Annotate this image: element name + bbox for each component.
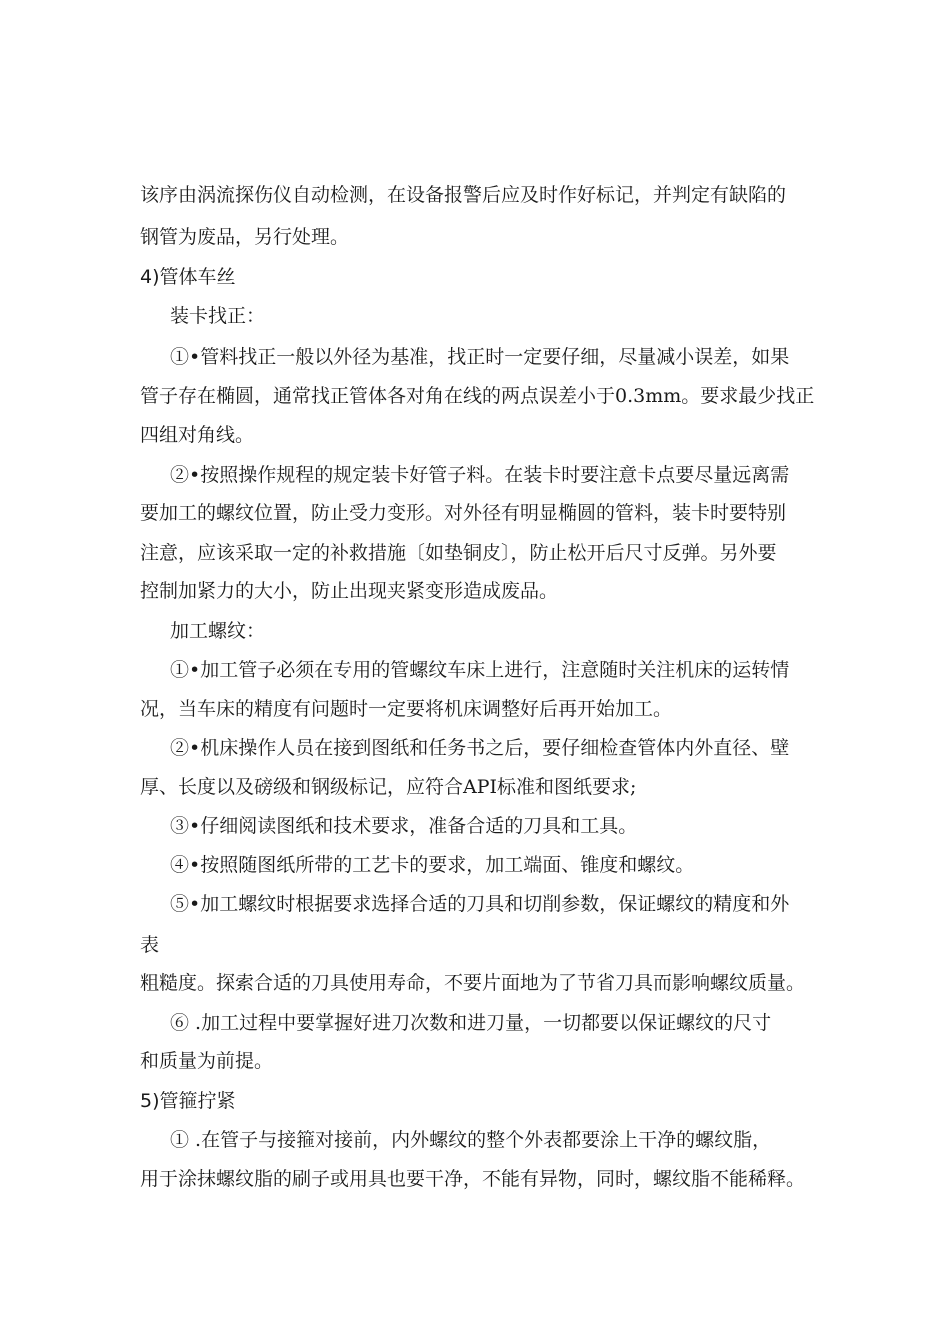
paragraph-line: 表 — [140, 934, 160, 956]
paragraph-line: 该序由涡流探伤仪自动检测，在设备报警后应及时作好标记，并判定有缺陷的 — [140, 184, 787, 206]
paragraph-line: 要加工的螺纹位置，防止受力变形。对外径有明显椭圆的管料，装卡时要特别 — [140, 502, 787, 524]
paragraph-line: 注意，应该采取一定的补救措施〔如垫铜皮〕，防止松开后尺寸反弹。另外要 — [140, 542, 777, 564]
subheading: 加工螺纹： — [170, 620, 266, 642]
paragraph-line: 四组对角线。 — [140, 424, 255, 446]
paragraph-line: 管子存在椭圆，通常找正管体各对角在线的两点误差小于0.3mm。要求最少找正 — [140, 385, 815, 407]
subheading: 装卡找正： — [170, 305, 266, 327]
paragraph-line: 粗糙度。探索合适的刀具使用寿命，不要片面地为了节省刀具而影响螺纹质量。 — [140, 972, 806, 994]
section-heading: 4)管体车丝 — [140, 266, 236, 288]
paragraph-line: 控制加紧力的大小，防止出现夹紧变形造成废品。 — [140, 580, 559, 602]
paragraph-line: 钢管为废品，另行处理。 — [140, 226, 350, 248]
paragraph-line: 用于涂抹螺纹脂的刷子或用具也要干净，不能有异物，同时，螺纹脂不能稀释。 — [140, 1168, 806, 1190]
paragraph-line: ⑥ .加工过程中要掌握好进刀次数和进刀量，一切都要以保证螺纹的尺寸 — [170, 1012, 772, 1034]
paragraph-line: ①•管料找正一般以外径为基准，找正时一定要仔细，尽量减小误差，如果 — [170, 346, 790, 368]
paragraph-line: ① .在管子与接箍对接前，内外螺纹的整个外表都要涂上干净的螺纹脂， — [170, 1129, 772, 1151]
paragraph-line: ④•按照随图纸所带的工艺卡的要求，加工端面、锥度和螺纹。 — [170, 854, 695, 876]
paragraph-line: ②•按照操作规程的规定装卡好管子料。在装卡时要注意卡点要尽量远离需 — [170, 464, 790, 486]
paragraph-line: 厚、长度以及磅级和钢级标记，应符合API标准和图纸要求; — [140, 776, 637, 798]
paragraph-line: ③•仔细阅读图纸和技术要求，准备合适的刀具和工具。 — [170, 815, 638, 837]
paragraph-line: ②•机床操作人员在接到图纸和任务书之后，要仔细检查管体内外直径、壁 — [170, 737, 790, 759]
paragraph-line: ⑤•加工螺纹时根据要求选择合适的刀具和切削参数，保证螺纹的精度和外 — [170, 893, 790, 915]
paragraph-line: 况，当车床的精度有问题时一定要将机床调整好后再开始加工。 — [140, 698, 673, 720]
section-heading: 5)管箍拧紧 — [140, 1090, 236, 1112]
paragraph-line: 和质量为前提。 — [140, 1050, 274, 1072]
paragraph-line: ①•加工管子必须在专用的管螺纹车床上进行，注意随时关注机床的运转情 — [170, 659, 790, 681]
